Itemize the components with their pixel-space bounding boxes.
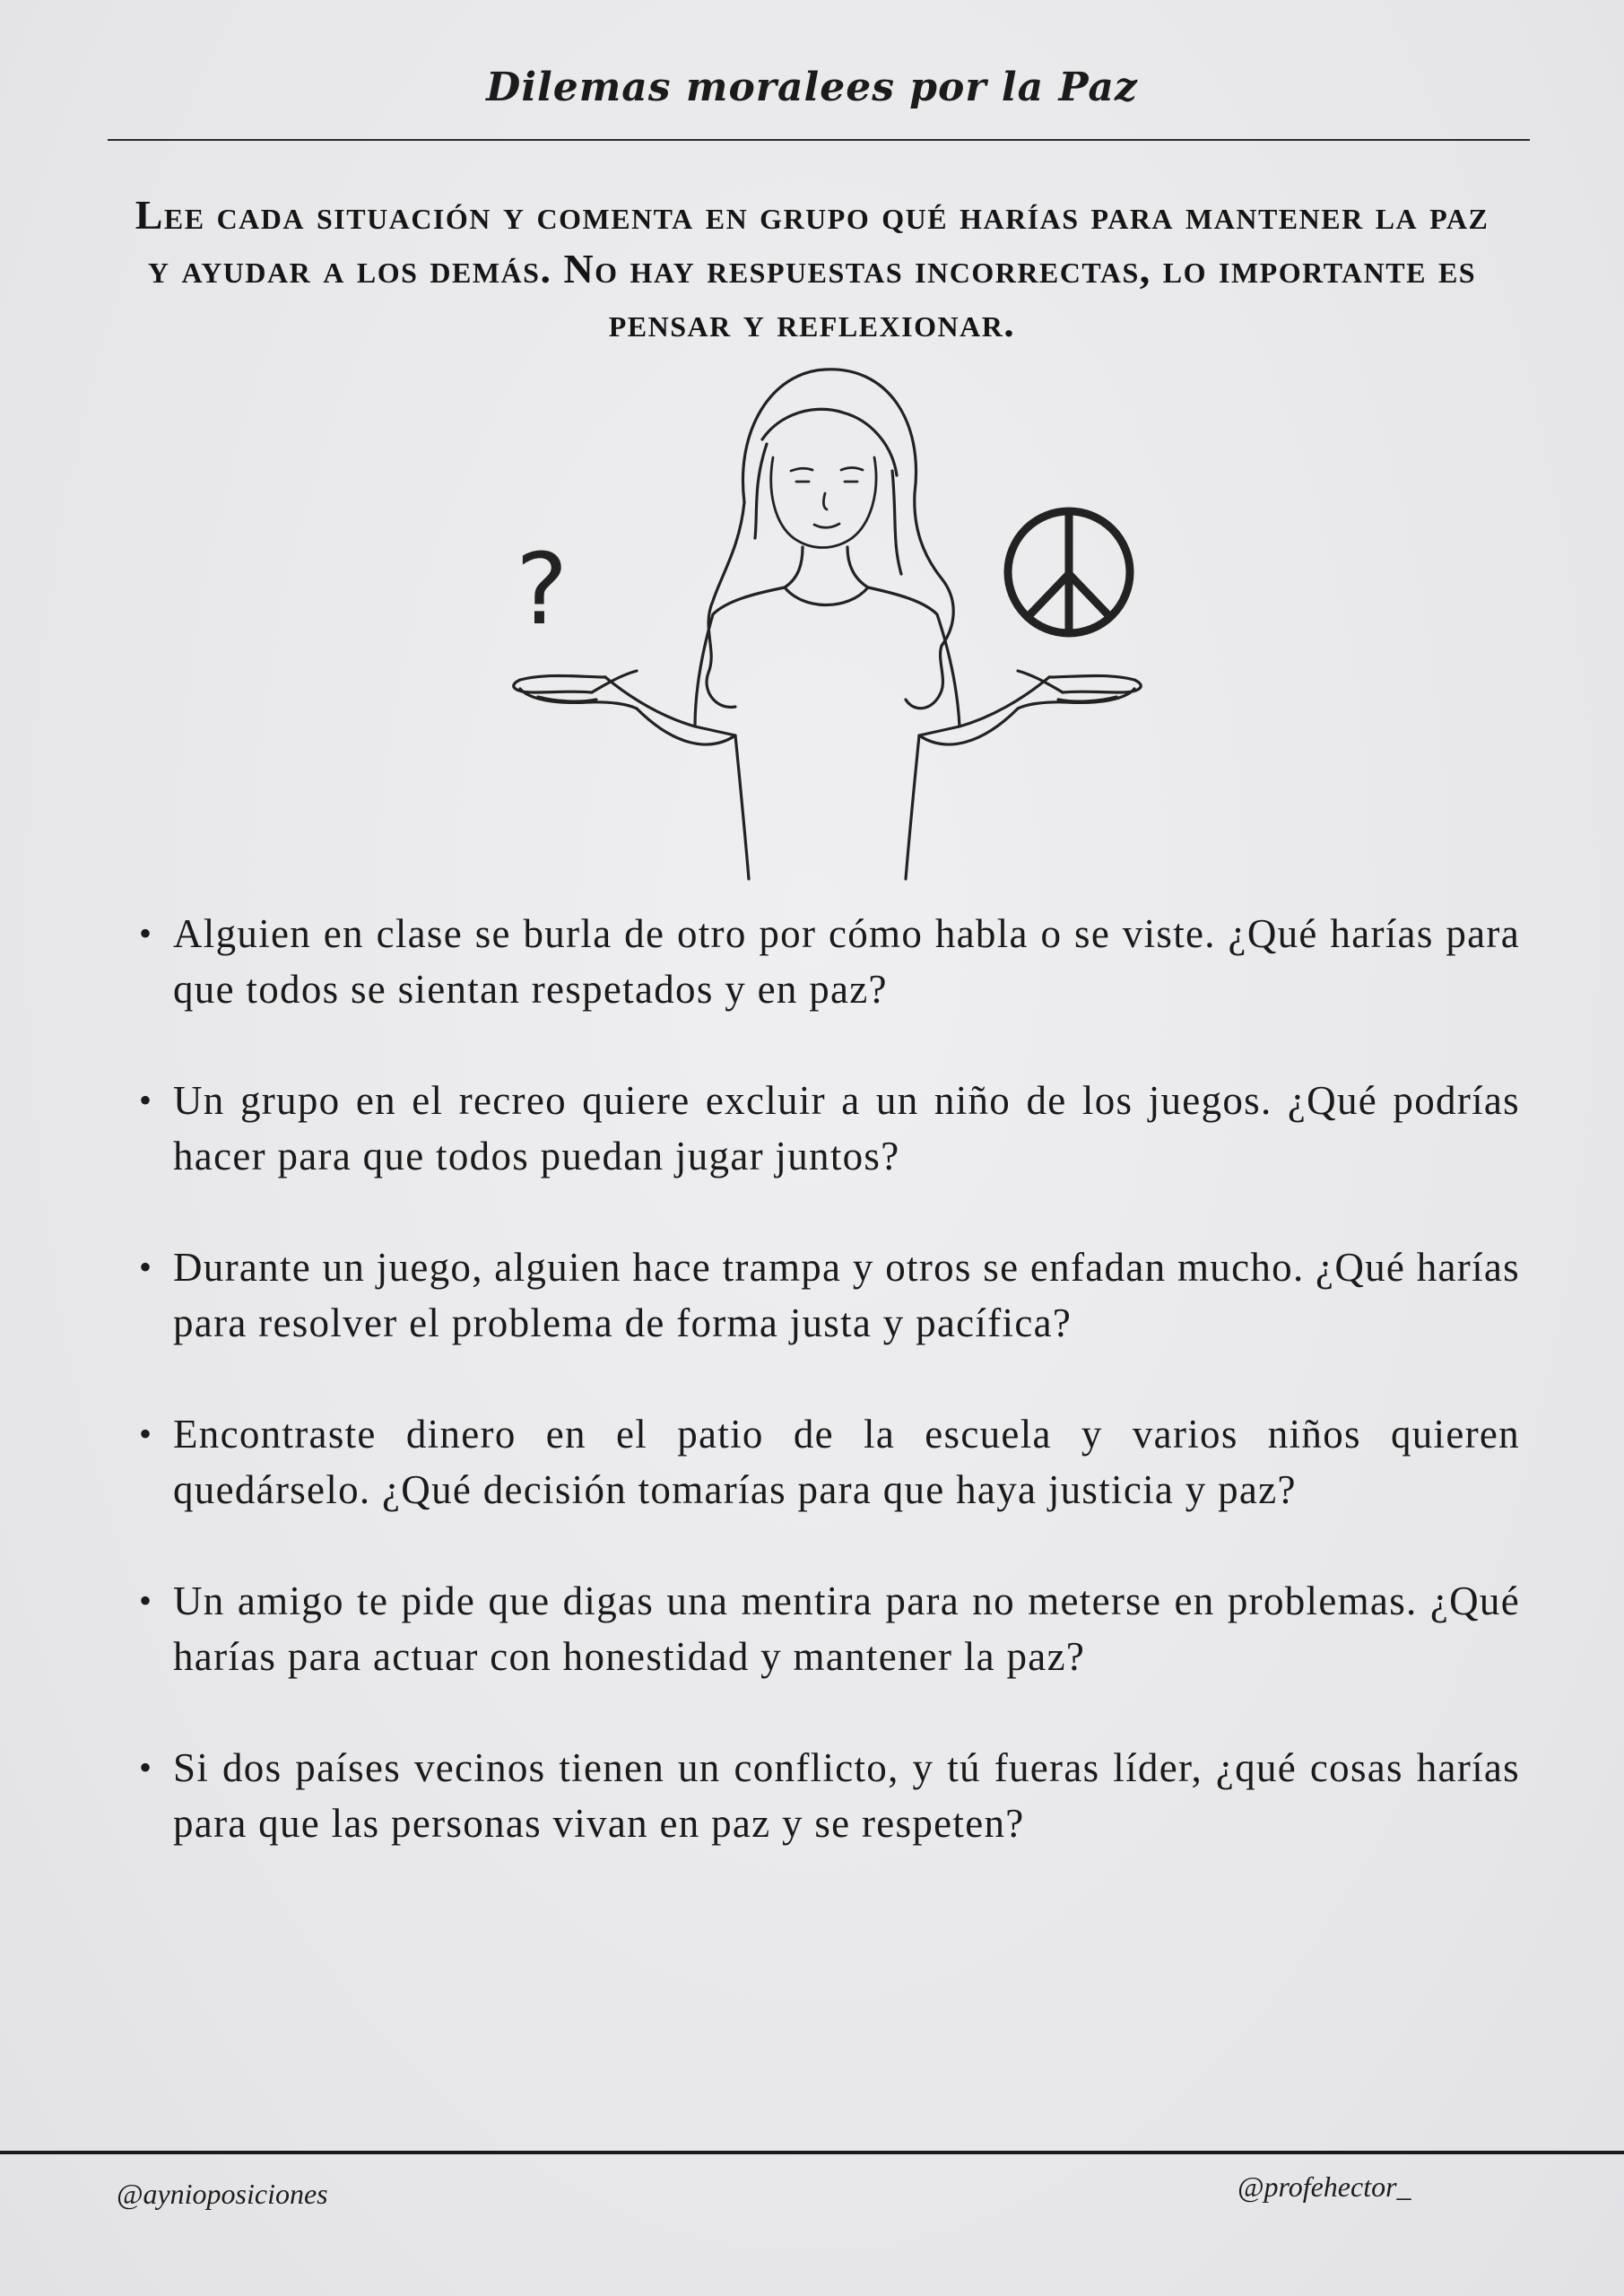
list-item	[139, 1073, 1520, 1184]
dilemma-text: Un grupo en el recreo quiere excluir a un niño de los juegos. ¿Qué podrías hacer para que todos puedan jugar juntos?	[173, 1078, 1520, 1178]
shrugging-girl-illustration	[439, 359, 1193, 888]
bullet-icon: •	[139, 1413, 153, 1454]
dilemma-list	[139, 906, 1520, 1907]
footer-handle-left: @aynioposiciones	[117, 2178, 328, 2210]
bullet-icon: •	[139, 1247, 153, 1287]
bullet-icon: •	[139, 1580, 153, 1621]
bullet-icon: •	[139, 1080, 153, 1120]
dilemma-text: Si dos países vecinos tienen un conflicto, y tú fueras líder, ¿qué cosas harías para que las personas vivan en paz y se respeten?	[173, 1745, 1520, 1846]
face	[771, 457, 876, 548]
body	[695, 547, 960, 879]
dilemma-text: Un amigo te pide que digas una mentira para no meterse en problemas. ¿Qué harías para actuar con honestidad y mantener la paz?	[173, 1578, 1520, 1679]
list-item	[139, 1573, 1520, 1684]
list-item	[139, 1239, 1520, 1351]
footer-divider	[0, 2151, 1624, 2154]
title-divider	[108, 139, 1530, 141]
svg-text:?: ?	[516, 532, 569, 647]
dilemma-text: Encontraste dinero en el patio de la escuela y varios niños quieren quedárselo. ¿Qué decisión tomarías para que haya justicia y paz?	[173, 1412, 1520, 1512]
list-item	[139, 1406, 1520, 1518]
peace-symbol-icon	[1008, 511, 1130, 633]
left-arm	[514, 671, 735, 744]
question-mark-icon	[516, 532, 568, 647]
hair-outline	[707, 370, 953, 709]
intro-instructions: Lee cada situación y comenta en grupo qué harías para mantener la paz y ayudar a los demás. No hay respuestas incorrectas, lo importante es pensar y reflexionar.	[135, 192, 1489, 345]
bullet-icon: •	[139, 913, 153, 953]
right-arm	[919, 671, 1141, 744]
footer-handle-right: @profehector_	[1238, 2170, 1411, 2203]
dilemma-text: Alguien en clase se burla de otro por cómo habla o se viste. ¿Qué harías para que todos se sientan respetados y en paz?	[173, 911, 1520, 1012]
list-item	[139, 1740, 1520, 1851]
list-item	[139, 906, 1520, 1017]
bullet-icon: •	[139, 1747, 153, 1787]
dilemma-text: Durante un juego, alguien hace trampa y otros se enfadan mucho. ¿Qué harías para resolver el problema de forma justa y pacífica?	[173, 1245, 1520, 1345]
page-title: Dilemas moralees por la Paz	[486, 65, 1138, 110]
